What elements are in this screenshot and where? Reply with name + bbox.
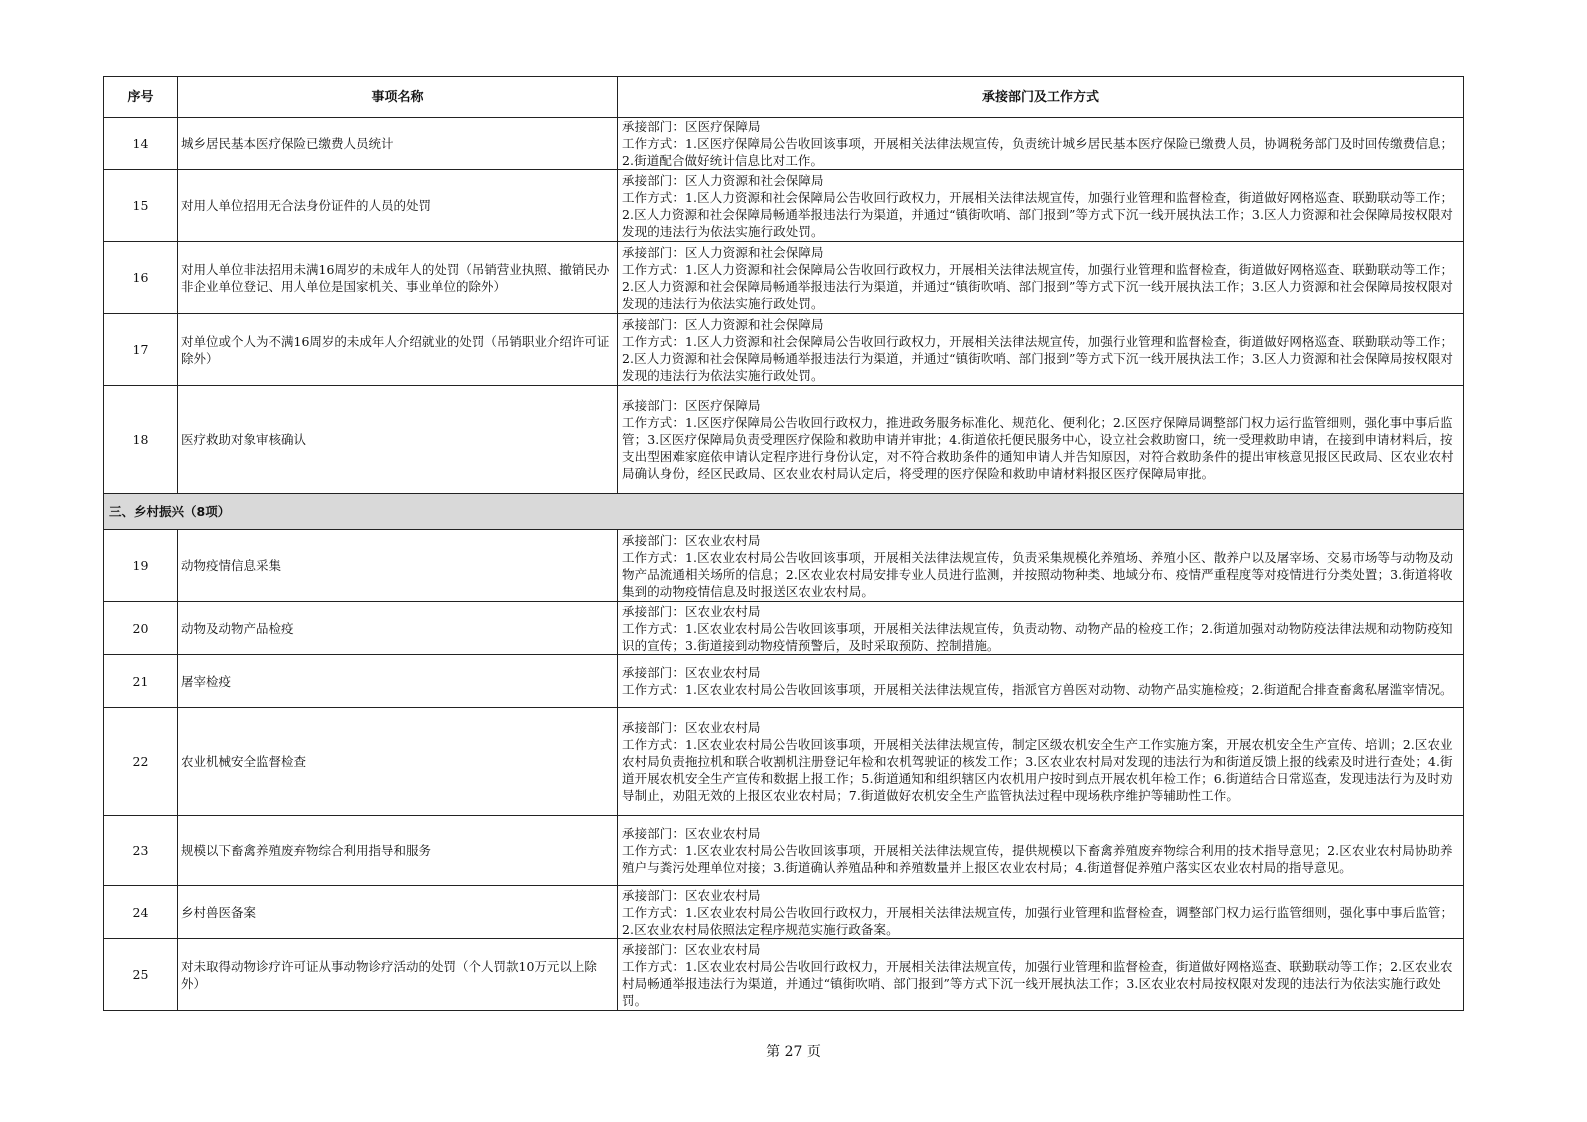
item-detail [618, 530, 1464, 602]
item-detail [618, 314, 1464, 386]
row-number: 21 [104, 655, 178, 708]
dept-text: 承接部门：区农业农村局 [622, 665, 761, 680]
item-detail [618, 708, 1464, 816]
items-table [103, 76, 1464, 1011]
item-name: 对单位或个人为不满16周岁的未成年人介绍就业的处罚（吊销职业介绍许可证除外） [178, 314, 618, 386]
item-detail [618, 886, 1464, 939]
header-detail: 承接部门及工作方式 [618, 77, 1464, 118]
header-name: 事项名称 [178, 77, 618, 118]
item-detail [618, 602, 1464, 655]
row-number: 18 [104, 386, 178, 494]
table-row [104, 386, 1464, 494]
item-name: 城乡居民基本医疗保险已缴费人员统计 [178, 118, 618, 170]
item-name: 屠宰检疫 [178, 655, 618, 708]
method-text: 工作方式：1.区人力资源和社会保障局公告收回行政权力，开展相关法律法规宣传，加强行业管理和监督检查，街道做好网格巡查、联勤联动等工作；2.区人力资源和社会保障局畅通举报违法行为渠道，并通过“镇街吹哨、部门报到”等方式下沉一线开展执法工作；3.区人力资源和社会保障局按权限对发现的违法行为依法实施行政处罚。 [622, 333, 1454, 383]
table-row [104, 816, 1464, 886]
item-detail [618, 655, 1464, 708]
dept-text: 承接部门：区医疗保障局 [622, 398, 761, 413]
item-name: 动物疫情信息采集 [178, 530, 618, 602]
item-name: 规模以下畜禽养殖废弃物综合利用指导和服务 [178, 816, 618, 886]
row-number: 23 [104, 816, 178, 886]
table-row [104, 530, 1464, 602]
item-name: 医疗救助对象审核确认 [178, 386, 618, 494]
section-row [104, 494, 1464, 530]
section-title: 三、乡村振兴（8项） [104, 494, 1464, 530]
row-number: 19 [104, 530, 178, 602]
dept-text: 承接部门：区农业农村局 [622, 720, 761, 735]
dept-text: 承接部门：区农业农村局 [622, 887, 761, 903]
row-number: 14 [104, 118, 178, 170]
method-text: 工作方式：1.区农业农村局公告收回该事项，开展相关法律法规宣传，提供规模以下畜禽养殖废弃物综合利用的技术指导意见；2.区农业农村局协助养殖户与粪污处理单位对接；3.街道确认养殖品种和养殖数量并上报区农业农村局；4.街道督促养殖户落实区农业农村局的指导意见。 [622, 843, 1453, 875]
table-row [104, 118, 1464, 170]
table-row [104, 939, 1464, 1011]
table-row [104, 314, 1464, 386]
method-text: 工作方式：1.区农业农村局公告收回行政权力，开展相关法律法规宣传，加强行业管理和监督检查，调整部门权力运行监管细则，强化事中事后监管；2.区农业农村局依照法定程序规范实施行政备案。 [622, 904, 1454, 937]
dept-text: 承接部门：区农业农村局 [622, 941, 761, 957]
dept-text: 承接部门：区人力资源和社会保障局 [622, 244, 824, 260]
row-number: 20 [104, 602, 178, 655]
item-name: 对未取得动物诊疗许可证从事动物诊疗活动的处罚（个人罚款10万元以上除外） [178, 939, 618, 1011]
dept-text: 承接部门：区人力资源和社会保障局 [622, 316, 824, 332]
dept-text: 承接部门：区人力资源和社会保障局 [622, 172, 824, 188]
item-name: 乡村兽医备案 [178, 886, 618, 939]
item-name: 对用人单位招用无合法身份证件的人员的处罚 [178, 170, 618, 242]
row-number: 25 [104, 939, 178, 1011]
item-name: 动物及动物产品检疫 [178, 602, 618, 655]
dept-text: 承接部门：区农业农村局 [622, 603, 761, 619]
table-body [104, 118, 1464, 1011]
method-text: 工作方式：1.区医疗保障局公告收回行政权力，推进政务服务标准化、规范化、便利化；2.区医疗保障局调整部门权力运行监管细则，强化事中事后监管；3.区医疗保障局负责受理医疗保险和救助申请并审批；4.街道依托便民服务中心，设立社会救助窗口，统一受理救助申请，在接到申请材料后，按支出型困难家庭依申请认定程序进行身份认定，对不符合救助条件的通知申请人并告知原因，对符合救助条件的提出审核意见报区民政局、区农业农村局确认身份，经区民政局、区农业农村局认定后，将受理的医疗保险和救助申请材料报区医疗保障局审批。 [622, 415, 1454, 481]
table-row [104, 886, 1464, 939]
row-number: 22 [104, 708, 178, 816]
row-number: 24 [104, 886, 178, 939]
method-text: 工作方式：1.区人力资源和社会保障局公告收回行政权力，开展相关法律法规宣传，加强行业管理和监督检查，街道做好网格巡查、联勤联动等工作；2.区人力资源和社会保障局畅通举报违法行为渠道，并通过“镇街吹哨、部门报到”等方式下沉一线开展执法工作；3.区人力资源和社会保障局按权限对发现的违法行为依法实施行政处罚。 [622, 261, 1454, 311]
table-row [104, 708, 1464, 816]
item-name: 对用人单位非法招用未满16周岁的未成年人的处罚（吊销营业执照、撤销民办非企业单位登记、用人单位是国家机关、事业单位的除外） [178, 242, 618, 314]
item-detail [618, 816, 1464, 886]
row-number: 15 [104, 170, 178, 242]
table-row [104, 655, 1464, 708]
table-row [104, 602, 1464, 655]
row-number: 16 [104, 242, 178, 314]
row-number: 17 [104, 314, 178, 386]
table-row [104, 242, 1464, 314]
table-header-row [104, 77, 1464, 118]
item-detail [618, 386, 1464, 494]
dept-text: 承接部门：区医疗保障局 [622, 119, 761, 134]
item-detail [618, 118, 1464, 170]
dept-text: 承接部门：区农业农村局 [622, 532, 761, 548]
method-text: 工作方式：1.区医疗保障局公告收回该事项，开展相关法律法规宣传，负责统计城乡居民基本医疗保险已缴费人员，协调税务部门及时回传缴费信息；2.街道配合做好统计信息比对工作。 [622, 136, 1454, 168]
method-text: 工作方式：1.区农业农村局公告收回该事项，开展相关法律法规宣传，负责动物、动物产品的检疫工作；2.街道加强对动物防疫法律法规和动物防疫知识的宣传；3.街道接到动物疫情预警后，及时采取预防、控制措施。 [622, 620, 1453, 653]
item-detail [618, 170, 1464, 242]
item-detail [618, 242, 1464, 314]
method-text: 工作方式：1.区人力资源和社会保障局公告收回行政权力，开展相关法律法规宣传，加强行业管理和监督检查，街道做好网格巡查、联勤联动等工作；2.区人力资源和社会保障局畅通举报违法行为渠道，并通过“镇街吹哨、部门报到”等方式下沉一线开展执法工作；3.区人力资源和社会保障局按权限对发现的违法行为依法实施行政处罚。 [622, 189, 1454, 239]
method-text: 工作方式：1.区农业农村局公告收回行政权力，开展相关法律法规宣传，加强行业管理和监督检查，街道做好网格巡查、联勤联动等工作；2.区农业农村局畅通举报违法行为渠道，并通过“镇街吹哨、部门报到”等方式下沉一线开展执法工作；3.区农业农村局按权限对发现的违法行为依法实施行政处罚。 [622, 958, 1453, 1008]
item-name: 农业机械安全监督检查 [178, 708, 618, 816]
header-no: 序号 [104, 77, 178, 118]
method-text: 工作方式：1.区农业农村局公告收回该事项，开展相关法律法规宣传，指派官方兽医对动物、动物产品实施检疫；2.街道配合排查畜禽私屠滥宰情况。 [622, 682, 1453, 697]
method-text: 工作方式：1.区农业农村局公告收回该事项，开展相关法律法规宣传，制定区级农机安全生产工作实施方案，开展农机安全生产宣传、培训；2.区农业农村局负责拖拉机和联合收割机注册登记年检和农机驾驶证的核发工作；3.区农业农村局对发现的违法行为和街道反馈上报的线索及时进行查处；4.街道开展农机安全生产宣传和数据上报工作；5.街道通知和组织辖区内农机用户按时到点开展农机年检工作；6.街道结合日常巡查，发现违法行为及时劝导制止，劝阻无效的上报区农业农村局；7.街道做好农机安全生产监管执法过程中现场秩序维护等辅助性工作。 [622, 737, 1453, 803]
dept-text: 承接部门：区农业农村局 [622, 826, 761, 841]
page-number: 第 27 页 [766, 1044, 821, 1060]
table-row [104, 170, 1464, 242]
method-text: 工作方式：1.区农业农村局公告收回该事项，开展相关法律法规宣传，负责采集规模化养殖场、养殖小区、散养户以及屠宰场、交易市场等与动物及动物产品流通相关场所的信息；2.区农业农村局安排专业人员进行监测，并按照动物种类、地域分布、疫情严重程度等对疫情进行分类处置；3.街道将收集到的动物疫情信息及时报送区农业农村局。 [622, 549, 1454, 599]
item-detail [618, 939, 1464, 1011]
